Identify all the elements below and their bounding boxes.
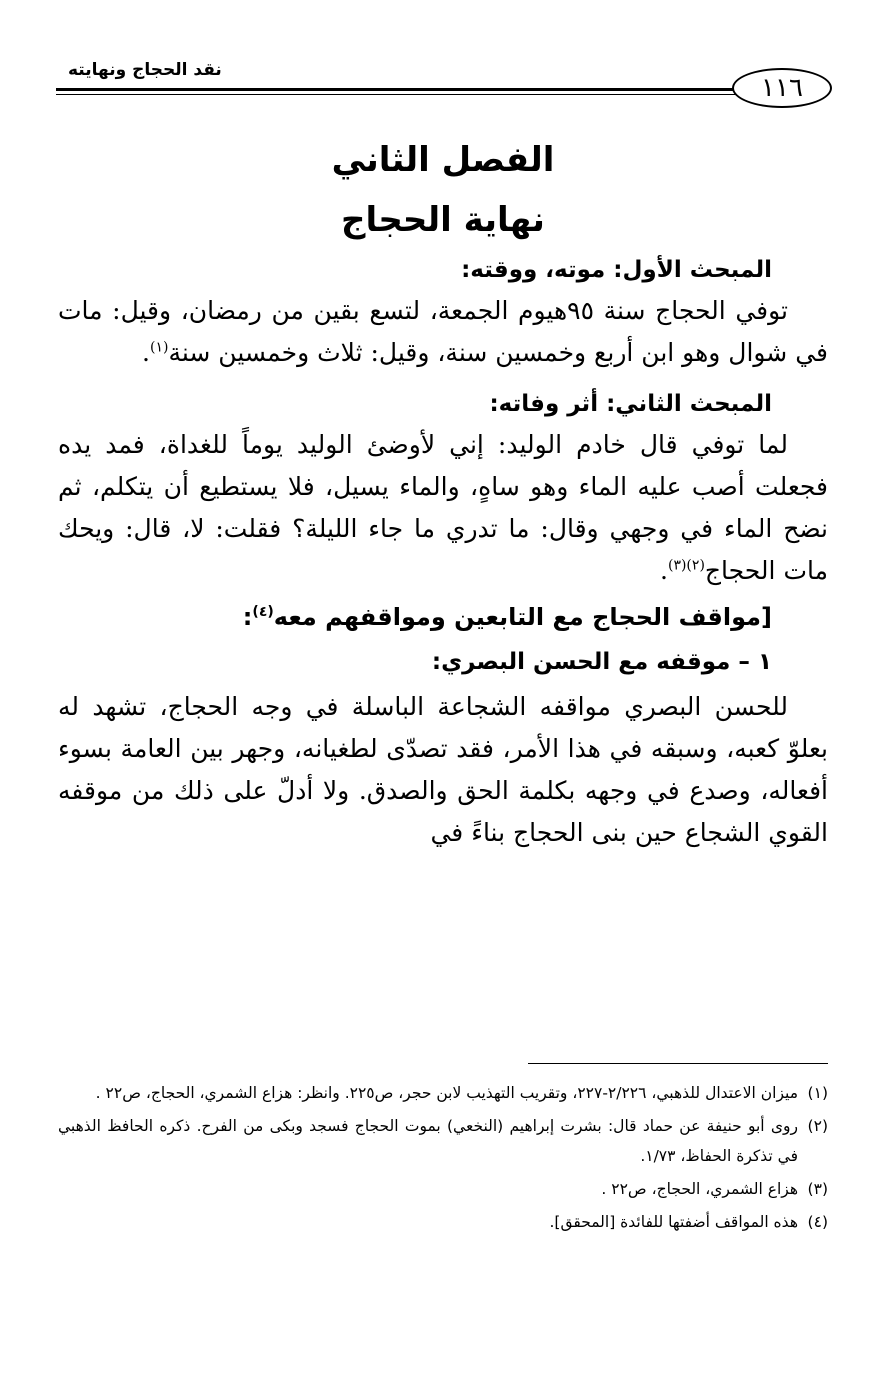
section-1-tail: . <box>142 338 150 367</box>
section-1-heading: المبحث الأول: موته، ووقته: <box>461 257 772 283</box>
footnote-1-number: (١) <box>807 1084 828 1102</box>
footnote-3-number: (٣) <box>807 1180 828 1198</box>
footnote-2-text: روى أبو حنيفة عن حماد قال: بشرت إبراهيم (النخعي) بموت الحجاج فسجد وبكى من الفرح. ذكره الحافظ الذهبي في تذكرة الحفاظ، ١/٧٣. <box>58 1117 798 1165</box>
section-1-text: توفي الحجاج سنة ٩٥هيوم الجمعة، لتسع بقين من رمضان، وقيل: مات في شوال وهو ابن أربع وخمسين سنة، وقيل: ثلاث وخمسين سنة <box>58 296 828 367</box>
footnote-3 <box>58 1174 828 1204</box>
major-heading <box>58 592 828 642</box>
footnote-ref-2-3: (٢)(٣) <box>667 557 705 574</box>
footnote-ref-4: (٤) <box>252 604 274 620</box>
page-header <box>56 58 831 108</box>
footnote-4-text: هذه المواقف أضفتها للفائدة [المحقق]. <box>549 1213 798 1231</box>
major-heading-tail: : <box>242 603 253 631</box>
footnote-3-text: هزاع الشمري، الحجاج، ص٢٢ . <box>601 1180 798 1198</box>
page-body <box>58 130 828 854</box>
chapter-title: نهاية الحجاج <box>341 200 545 240</box>
major-heading-text: [مواقف الحجاج مع التابعين ومواقفهم معه <box>273 603 772 631</box>
page-number: ١١٦ <box>761 73 803 103</box>
page-number-oval <box>732 68 832 108</box>
footnote-4 <box>58 1207 828 1237</box>
footnote-ref-1: (١) <box>150 339 169 356</box>
section-1-paragraph <box>58 290 828 374</box>
running-title: نقد الحجاج ونهايته <box>68 60 222 80</box>
footnote-2-number: (٢) <box>807 1117 828 1135</box>
header-rule-thin <box>56 94 736 95</box>
footnote-separator <box>528 1063 828 1064</box>
subsection-heading: ١ – موقفه مع الحسن البصري: <box>431 649 772 675</box>
header-rule-thick <box>56 88 736 91</box>
footnote-4-number: (٤) <box>807 1213 828 1231</box>
footnote-2 <box>58 1111 828 1171</box>
footnote-1 <box>58 1078 828 1108</box>
footnotes <box>58 1078 828 1240</box>
footnote-1-text: ميزان الاعتدال للذهبي، ٢/٢٢٦-٢٢٧، وتقريب التهذيب لابن حجر، ص٢٢٥. وانظر: هزاع الشمري، الحجاج، ص٢٢ . <box>95 1084 798 1102</box>
section-2-tail: . <box>660 556 668 585</box>
chapter-label: الفصل الثاني <box>331 140 555 180</box>
subsection-paragraph: للحسن البصري مواقفه الشجاعة الباسلة في وجه الحجاج، تشهد له بعلوّ كعبه، وسبقه في هذا الأمر، فقد تصدّى لطغيانه، وجهر بين العامة بسوء أفعاله، وصدع في وجهه بكلمة الحق والصدق. ولا أدلّ على ذلك من موقفه القوي الشجاع حين بنى الحجاج بناءً في <box>58 692 828 847</box>
section-2-text: لما توفي قال خادم الوليد: إني لأوضئ الوليد يوماً للغداة، فمد يده فجعلت أصب عليه الماء وهو ساهٍ، والماء يسيل، فلا يستطيع أن يتكلم، ثم نضح الماء في وجهي وقال: ما تدري ما جاء الليلة؟ فقلت: لا، قال: ويحك مات الحجاج <box>58 430 828 585</box>
section-2-paragraph <box>58 424 828 592</box>
section-2-heading: المبحث الثاني: أثر وفاته: <box>489 391 772 417</box>
